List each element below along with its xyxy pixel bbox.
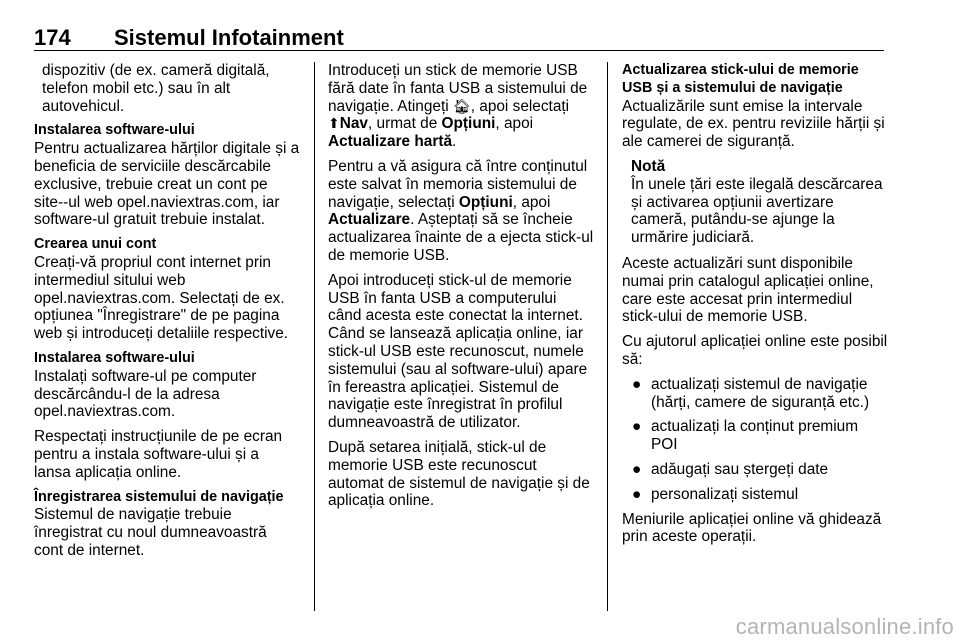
page-title: Sistemul Infotainment [114, 25, 344, 50]
column-1 [34, 62, 300, 567]
navigation-arrow-icon: ⬆︎ [328, 115, 340, 132]
computer-register-paragraph: Apoi introduceți stick-ul de memorie USB în fanta USB a computerului când acesta este conectat la internet. Când se lansează aplicația online, iar stick-ul USB este recunoscut, numele sistemului (sau al software-ului) apare în fereastra aplicației. Sistemul de navigație este înregistrat în profilul dumneavoastră de utilizator. [328, 271, 588, 432]
list-item: ● actualizați sistemul de navigație (hărți, camere de siguranță etc.) [632, 375, 870, 411]
column-divider-1 [314, 62, 315, 611]
install-software-text: Pentru actualizarea hărților digitale și a beneficia de serviciile descărcabile exclusive, trebuie creat un cont pe site--ul web opel.naviextras.com, iar software-ul gratuit trebuie instalat. [34, 140, 300, 229]
bullet-icon: ● [632, 418, 642, 436]
list-item: ● actualizați la conținut premium POI [632, 418, 859, 454]
install-software-2-text: Instalați software-ul pe computer descărcându-l de la adresa opel.naviextras.com. [34, 367, 257, 421]
bullet-icon: ● [632, 375, 642, 393]
home-icon: 🏠︎ [452, 97, 471, 114]
column-3 [622, 62, 888, 553]
section-heading-install-software-2: Instalarea software-ului [34, 349, 195, 366]
column-2 [328, 62, 594, 517]
header-rule [34, 50, 884, 51]
bullet-icon: ● [632, 460, 642, 478]
note-text: În unele țări este ilegală descărcarea și activarea opțiunii avertizare cameră, putându-se ajunge la urmărire judiciară. [631, 175, 883, 247]
bullet-icon: ● [632, 485, 642, 503]
note-box [622, 158, 888, 247]
updates-availability-paragraph: Aceste actualizări sunt disponibile numai prin catalogul aplicației online, care este accesat prin intermediul stick-ului de memorie USB. [622, 254, 874, 326]
page-number: 174 [34, 25, 71, 50]
initial-setup-paragraph: După setarea inițială, stick-ul de memorie USB este recunoscut automat de sistemul de navigație și de aplicația online. [328, 438, 590, 510]
feature-list [622, 376, 888, 504]
note-title: Notă [631, 157, 666, 175]
online-app-intro: Cu ajutorul aplicației online este posibil să: [622, 333, 888, 368]
register-navigation-text: Sistemul de navigație trebuie înregistrat cu noul dumneavoastră cont de internet. [34, 506, 267, 559]
actualizare-harta-label: Actualizare hartă [328, 133, 453, 151]
usb-insert-paragraph: Introduceți un stick de memorie USB fără date în fanta USB a sistemului de navigație. Atingeți 🏠︎, apoi selectați ⬆︎Nav, urmat de Opțiuni, apoi Actualizare hartă. [328, 62, 588, 151]
watermark: carmanualsonline.info [735, 614, 954, 639]
page-header [34, 26, 884, 50]
section-heading-update-usb: Actualizarea stick-ului de memorie USB și a sistemului de navigație [622, 62, 859, 96]
section-heading-register-navigation: Înregistrarea sistemului de navigație [34, 488, 284, 505]
nav-label: Nav [339, 115, 368, 133]
intro-text: dispozitiv (de ex. cameră digitală, telefon mobil etc.) sau în alt autovehicul. [42, 62, 270, 115]
actualizare-label: Actualizare [328, 211, 411, 229]
section-heading-install-software: Instalarea software-ului [34, 122, 195, 139]
save-content-paragraph: Pentru a vă asigura că între conținutul este salvat în memoria sistemului de navigație, selectați Opțiuni, apoi Actualizare. Așteptați să se încheie actualizarea înainte de a ejecta stick-ul de memorie USB. [328, 157, 594, 264]
optiuni-label: Opțiuni [441, 115, 496, 133]
section-heading-create-account: Crearea unui cont [34, 236, 157, 253]
column-divider-2 [607, 62, 608, 611]
updates-paragraph: Actualizările sunt emise la intervale regulate, de ex. pentru reviziile hărții și ale camerei de siguranță. [622, 97, 885, 151]
list-item: ● adăugați sau ștergeți date [632, 460, 829, 478]
create-account-text: Creați-vă propriul cont internet prin intermediul sitului web opel.naviextras.com. Selectați de ex. opțiunea "Înregistrare" de pe pagina web și introduceți detaliile respective. [34, 253, 289, 343]
install-software-instructions: Respectați instrucțiunile de pe ecran pentru a instala software-ului și a lansa aplicația online. [34, 428, 283, 481]
list-item: ● personalizați sistemul [632, 485, 799, 503]
optiuni-label-2: Opțiuni [458, 193, 513, 211]
menus-guide-paragraph: Meniurile aplicației online vă ghidează prin aceste operații. [622, 510, 882, 546]
